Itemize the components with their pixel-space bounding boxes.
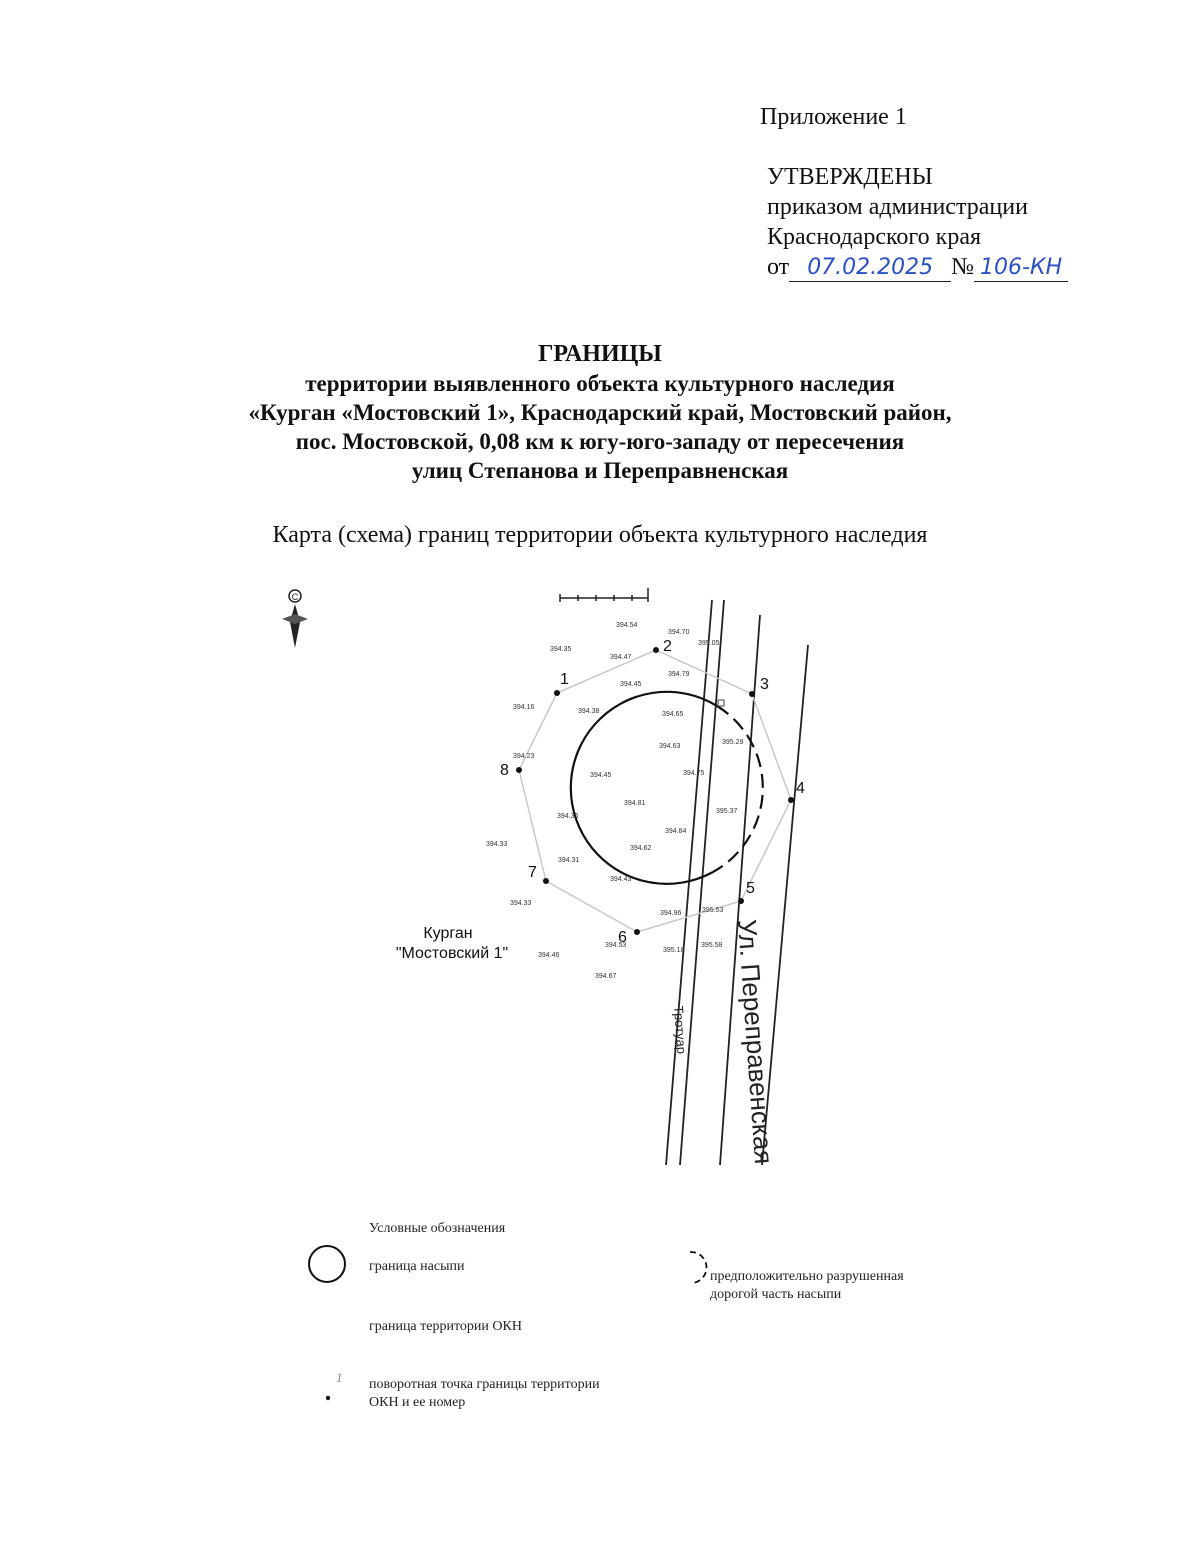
elevation-mark: 394.36 [557, 813, 579, 820]
handwritten-date: 07.02.2025 [789, 255, 951, 282]
title-line-1: территории выявленного объекта культурного наследия [305, 371, 895, 396]
elevation-mark: 394.81 [624, 800, 646, 807]
elevation-mark: 394.38 [578, 708, 600, 715]
elevation-mark: 394.47 [610, 654, 632, 661]
legend-turn-point-line-2: ОКН и ее номер [369, 1395, 466, 1410]
mound-name-line-1: Курган [423, 925, 473, 942]
elevation-mark: 394.96 [660, 910, 682, 917]
elevation-mark: 394.67 [595, 973, 617, 980]
approved-region: Краснодарского края [767, 224, 982, 250]
compass-north-letter: С [291, 592, 299, 602]
legend-mound-symbol [309, 1246, 345, 1282]
destroyed-mound-part [713, 706, 763, 872]
elevation-mark: 395.37 [716, 808, 738, 815]
turn-point-label-6: 6 [618, 929, 627, 946]
turn-point-1 [554, 690, 560, 696]
legend-destroyed-line-2: дорогой часть насыпи [710, 1287, 842, 1302]
elevation-mark: 395.58 [701, 942, 723, 949]
street-label: Ул. Переправенская [732, 918, 780, 1166]
number-sign: № [951, 254, 975, 280]
elevation-mark: 394.53 [605, 942, 627, 949]
turn-point-label-1: 1 [560, 671, 569, 688]
elevation-mark: 395.05 [698, 640, 720, 647]
turn-point-3 [749, 691, 755, 697]
elevation-mark: 394.62 [630, 845, 652, 852]
title-line-3: пос. Мостовской, 0,08 км к югу-юго-западу от пересечения [295, 429, 905, 454]
legend-destroyed-symbol [690, 1252, 707, 1283]
elevation-mark: 395.29 [722, 739, 744, 746]
legend-okn-boundary: граница территории ОКН [369, 1319, 522, 1334]
legend-mound-boundary: граница насыпи [369, 1259, 465, 1274]
elevation-mark: 394.70 [668, 629, 690, 636]
elevation-mark: 394.79 [668, 671, 690, 678]
approved-by-order: приказом администрации [767, 194, 1028, 220]
legend-destroyed-line-1: предположительно разрушенная [710, 1269, 904, 1284]
elevation-mark: 394.75 [683, 770, 705, 777]
approved-heading: УТВЕРЖДЕНЫ [767, 164, 933, 190]
legend-turn-point-line-1: поворотная точка границы территории [369, 1377, 600, 1392]
appendix-label: Приложение 1 [760, 104, 907, 130]
title-line-2: «Курган «Мостовский 1», Краснодарский край, Мостовский район, [248, 400, 952, 425]
title-line-4: улиц Степанова и Переправненская [411, 458, 789, 483]
turn-point-7 [543, 878, 549, 884]
map-caption: Карта (схема) границ территории объекта культурного наследия [272, 522, 928, 548]
legend-turn-point-symbol [326, 1396, 330, 1400]
elevation-mark: 394.31 [558, 857, 580, 864]
elevation-mark: 394.35 [550, 646, 572, 653]
turn-points [500, 638, 805, 946]
elevation-mark: 394.16 [513, 704, 535, 711]
from-prefix: от [767, 254, 790, 280]
turn-point-label-7: 7 [528, 864, 537, 881]
legend-heading: Условные обозначения [369, 1221, 506, 1236]
scale-bar [560, 588, 648, 602]
turn-point-label-5: 5 [746, 880, 755, 897]
legend-turn-point-sample: 1 [336, 1370, 343, 1385]
elevation-mark: 394.45 [620, 681, 642, 688]
elevation-mark: 394.54 [616, 622, 638, 629]
sidewalk-label: Тротуар [671, 1005, 690, 1055]
turn-point-8 [516, 767, 522, 773]
turn-point-label-2: 2 [663, 638, 672, 655]
mound-name-line-2: "Мостовский 1" [395, 945, 509, 962]
elevation-mark: 395.18 [663, 947, 685, 954]
elevation-mark: 394.65 [662, 711, 684, 718]
elevation-mark: 394.63 [659, 743, 681, 750]
elevation-mark: 394.33 [510, 900, 532, 907]
elevation-mark: 394.45 [590, 772, 612, 779]
turn-point-4 [788, 797, 794, 803]
turn-point-label-3: 3 [760, 676, 769, 693]
title-main: ГРАНИЦЫ [538, 341, 662, 367]
handwritten-number: 106-КН [974, 255, 1068, 282]
mound-boundary [571, 692, 717, 884]
turn-point-6 [634, 929, 640, 935]
survey-marker [718, 700, 724, 706]
turn-point-label-4: 4 [796, 780, 805, 797]
turn-point-2 [653, 647, 659, 653]
elevation-mark: 394.84 [665, 828, 687, 835]
elevation-mark: 394.33 [486, 841, 508, 848]
elevation-marks [486, 622, 744, 980]
elevation-mark: 394.46 [538, 952, 560, 959]
elevation-mark: 395.53 [702, 907, 724, 914]
turn-point-label-8: 8 [500, 762, 509, 779]
turn-point-5 [738, 898, 744, 904]
legend [309, 1221, 904, 1410]
elevation-mark: 394.43 [610, 876, 632, 883]
elevation-mark: 394.23 [513, 753, 535, 760]
compass-icon [282, 590, 308, 648]
